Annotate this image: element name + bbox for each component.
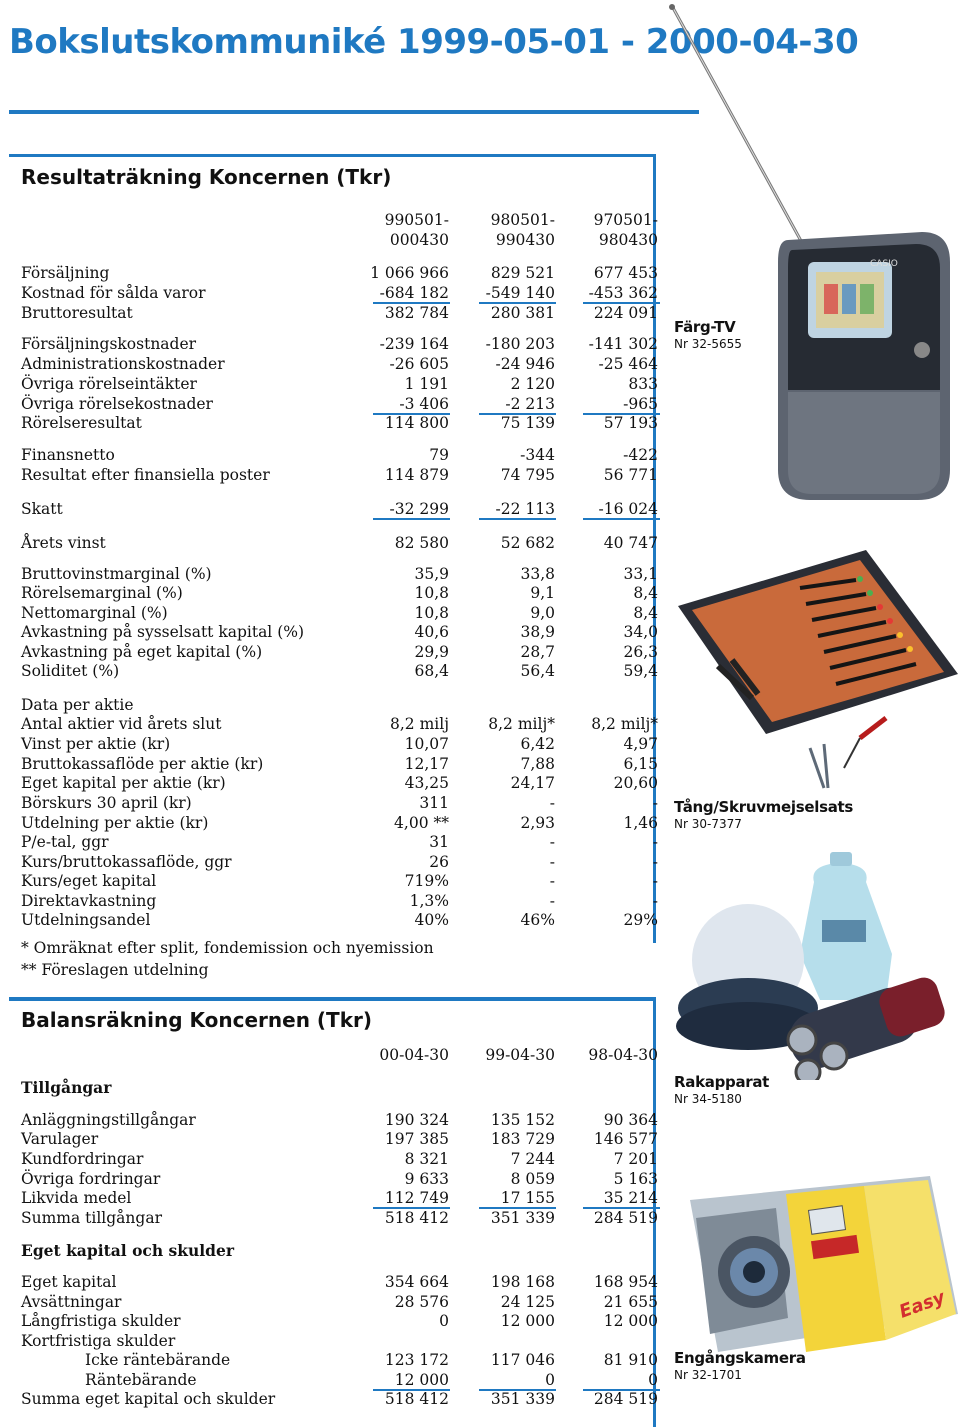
row-label: Långfristiga skulder [21,1312,181,1330]
row-value: -26 605 [389,355,449,373]
row-value: 9,1 [530,584,555,602]
row-value: 10,07 [404,735,449,753]
row-label: Kurs/eget kapital [21,872,157,890]
row-value: -141 302 [588,335,658,353]
table-row [21,1331,651,1351]
row-label: Skatt [21,500,63,518]
row-value: 183 729 [490,1130,555,1148]
row-value: - [652,892,658,910]
row-value: 56 771 [603,466,658,484]
row-label: Eget kapital per aktie (kr) [21,774,226,792]
row-label: Nettomarginal (%) [21,604,168,622]
balance-col-headers [21,1045,658,1065]
income-col-headers [21,210,658,250]
product-number: Nr 32-1701 [674,1368,742,1382]
row-value: 79 [429,446,449,464]
row-value: 90 364 [603,1111,658,1129]
row-label: Rörelsemarginal (%) [21,584,183,602]
footnote-split: * Omräknat efter split, fondemission och nyemission [21,939,434,957]
row-value: 677 453 [593,264,658,282]
disposable-camera-photo [660,1168,960,1353]
table-row [21,1272,658,1292]
row-value: 81 910 [603,1351,658,1369]
row-value: 56,4 [520,662,555,680]
row-value: 8,4 [633,604,658,622]
row-value: 8,4 [633,584,658,602]
row-value: 518 412 [384,1390,449,1408]
row-value: -684 182 [379,284,449,302]
row-value: 168 954 [593,1273,658,1291]
row-value: 719% [404,872,449,890]
row-value: - [549,892,555,910]
row-value: 52 682 [500,534,555,552]
color-tv-photo [660,0,960,520]
row-value: - [549,794,555,812]
table-row [21,413,658,433]
table-row [21,832,658,852]
row-label: Icke räntebärande [85,1351,231,1369]
row-label: Utdelning per aktie (kr) [21,814,209,832]
row-value: 31 [429,833,449,851]
row-value: 10,8 [414,604,449,622]
footnote-dividend: ** Föreslagen utdelning [21,961,209,979]
row-value: 135 152 [490,1111,555,1129]
row-value: 224 091 [593,304,658,322]
row-value: 829 521 [490,264,555,282]
row-value: - [549,853,555,871]
table-row [21,303,658,323]
table-row [21,1110,658,1130]
row-label: Likvida medel [21,1189,132,1207]
row-value: 8,2 milj* [488,715,555,733]
table-row [21,603,658,623]
table-row [21,564,658,584]
row-label: Varulager [21,1130,99,1148]
row-value: - [549,833,555,851]
row-value: -239 164 [379,335,449,353]
row-value: 7 244 [510,1150,555,1168]
plier-screwdriver-set-photo [660,548,960,793]
row-value: 40,6 [414,623,449,641]
income-heading: Resultaträkning Koncernen (Tkr) [21,165,392,189]
row-value: -24 946 [495,355,555,373]
table-row [21,622,658,642]
row-label: Summa tillgångar [21,1209,162,1227]
row-label: Avsättningar [21,1293,122,1311]
col-header-2: 99-04-30 [485,1046,555,1064]
sum-underline [583,518,660,520]
svg-text:Easy: Easy [896,1286,948,1323]
table-row [21,891,658,911]
row-label: Försäljningskostnader [21,335,197,353]
row-value: 38,9 [520,623,555,641]
row-value: 2,93 [520,814,555,832]
row-label: Börskurs 30 april (kr) [21,794,192,812]
product-number: Nr 34-5180 [674,1092,742,1106]
row-label: Soliditet (%) [21,662,120,680]
row-value: -22 113 [495,500,555,518]
row-label: Kortfristiga skulder [21,1332,176,1350]
row-value: -3 406 [399,395,449,413]
row-value: 190 324 [384,1111,449,1129]
row-value: 518 412 [384,1209,449,1227]
row-value: 284 519 [593,1390,658,1408]
row-value: 33,8 [520,565,555,583]
table-row [21,754,658,774]
row-value: - [549,872,555,890]
row-value: 17 155 [500,1189,555,1207]
table-row [21,1188,658,1208]
row-label: Avkastning på sysselsatt kapital (%) [21,623,305,641]
col-header-2: 980501- 990430 [490,211,555,249]
row-value: 0 [545,1371,555,1389]
row-value: 29% [623,911,658,929]
table-row [21,583,658,603]
row-value: 0 [439,1312,449,1330]
table-row [21,445,658,465]
product-name: Rakapparat [674,1073,770,1091]
product-number: Nr 32-5655 [674,337,742,351]
caption-tv [674,318,742,351]
row-value: 198 168 [490,1273,555,1291]
table-row [21,354,658,374]
row-value: 21 655 [603,1293,658,1311]
table-row [21,910,658,930]
row-value: 10,8 [414,584,449,602]
row-value: - [652,794,658,812]
row-value: 20,60 [613,774,658,792]
row-value: 1 066 966 [370,264,449,282]
row-value: 0 [648,1371,658,1389]
row-value: 146 577 [593,1130,658,1148]
table-row [21,374,658,394]
row-value: 5 163 [613,1170,658,1188]
table-row [21,283,658,303]
sum-underline [373,518,450,520]
row-value: 8 321 [404,1150,449,1168]
row-value: -32 299 [389,500,449,518]
row-label: Årets vinst [21,534,106,552]
svg-text:CASIO: CASIO [870,259,898,269]
row-label: Resultat efter finansiella poster [21,466,270,484]
table-row [21,871,658,891]
row-label: Kostnad för sålda varor [21,284,206,302]
table-row [21,263,658,283]
row-value: 59,4 [623,662,658,680]
row-value: 26,3 [623,643,658,661]
row-label: Eget kapital [21,1273,117,1291]
table-row [21,1149,658,1169]
row-value: - [652,853,658,871]
row-label: Antal aktier vid årets slut [21,715,222,733]
col-header-3: 98-04-30 [588,1046,658,1064]
table-row [21,852,658,872]
row-value: 7,88 [520,755,555,773]
row-label: Finansnetto [21,446,115,464]
table-row [21,773,658,793]
row-value: 311 [419,794,449,812]
row-value: -965 [623,395,658,413]
col-header-3: 970501- 980430 [593,211,658,249]
row-label: Eget kapital och skulder [21,1241,234,1260]
row-value: 28 576 [394,1293,449,1311]
row-value: 26 [429,853,449,871]
row-label: Tillgångar [21,1078,112,1097]
row-value: 43,25 [404,774,449,792]
row-value: 354 664 [384,1273,449,1291]
row-value: 8,2 milj [390,715,449,733]
row-value: 12 000 [394,1371,449,1389]
row-value: 34,0 [623,623,658,641]
table-row [21,1078,651,1098]
row-value: -16 024 [598,500,658,518]
row-value: -422 [623,446,658,464]
row-label: Räntebärande [85,1371,197,1389]
table-row [21,734,658,754]
table-row [21,334,658,354]
table-row [21,1208,658,1228]
sum-underline [479,518,556,520]
balance-heading: Balansräkning Koncernen (Tkr) [21,1008,373,1032]
row-value: 351 339 [490,1209,555,1227]
row-value: 117 046 [490,1351,555,1369]
row-label: Utdelningsandel [21,911,151,929]
table-row [21,499,658,519]
row-label: Avkastning på eget kapital (%) [21,643,263,661]
table-row [21,793,658,813]
page-title: Bokslutskommuniké 1999-05-01 - 2000-04-30 [9,22,859,62]
table-row [21,394,658,414]
col-header-1: 00-04-30 [379,1046,449,1064]
row-value: 833 [628,375,658,393]
row-value: 112 749 [384,1189,449,1207]
row-value: -2 213 [505,395,555,413]
row-label: Direktavkastning [21,892,157,910]
product-name: Färg-TV [674,318,736,336]
row-value: 12,17 [404,755,449,773]
table-row [21,1350,658,1370]
row-value: 75 139 [500,414,555,432]
table-row [21,1169,658,1189]
row-value: 6,42 [520,735,555,753]
row-value: 24 125 [500,1293,555,1311]
row-label: Anläggningstillgångar [21,1111,196,1129]
row-value: 9,0 [530,604,555,622]
row-value: 28,7 [520,643,555,661]
row-value: -25 464 [598,355,658,373]
row-value: 40% [414,911,449,929]
shaver-photo [660,850,960,1080]
row-value: 9 633 [404,1170,449,1188]
row-value: -549 140 [485,284,555,302]
row-value: 351 339 [490,1390,555,1408]
row-value: 40 747 [603,534,658,552]
product-name: Engångskamera [674,1349,806,1367]
row-label: Kundfordringar [21,1150,144,1168]
table-row [21,1241,651,1261]
row-value: 4,00 ** [394,814,449,832]
row-value: -344 [520,446,555,464]
caption-toolkit [674,798,853,831]
row-value: 1 191 [404,375,449,393]
row-value: 1,3% [409,892,449,910]
row-value: 1,46 [623,814,658,832]
title-rule [9,110,699,114]
row-label: Bruttoresultat [21,304,133,322]
row-value: 74 795 [500,466,555,484]
row-label: P/e-tal, ggr [21,833,109,851]
row-value: 114 800 [384,414,449,432]
row-label: Övriga rörelseintäkter [21,375,197,393]
row-label: Bruttovinstmarginal (%) [21,565,212,583]
table-row [21,1129,658,1149]
table-row [21,1370,658,1390]
product-name: Tång/Skruvmejselsats [674,798,854,816]
table-row [21,1292,658,1312]
row-value: 35 214 [603,1189,658,1207]
col-header-1: 990501- 000430 [384,211,449,249]
row-value: 46% [520,911,555,929]
row-value: 382 784 [384,304,449,322]
row-value: 57 193 [603,414,658,432]
table-row [21,1389,658,1409]
row-value: 8,2 milj* [591,715,658,733]
row-value: 284 519 [593,1209,658,1227]
row-value: 197 385 [384,1130,449,1148]
row-value: 82 580 [394,534,449,552]
table-row [21,813,658,833]
row-label: Vinst per aktie (kr) [21,735,171,753]
row-value: 2 120 [510,375,555,393]
table-row [21,465,658,485]
product-number: Nr 30-7377 [674,817,742,831]
row-label: Bruttokassaflöde per aktie (kr) [21,755,264,773]
row-value: 33,1 [623,565,658,583]
table-row [21,533,658,553]
row-value: -180 203 [485,335,555,353]
row-value: - [652,833,658,851]
row-value: 8 059 [510,1170,555,1188]
table-row [21,1311,658,1331]
row-label: Övriga fordringar [21,1170,161,1188]
row-value: - [652,872,658,890]
row-value: 29,9 [414,643,449,661]
row-value: 12 000 [603,1312,658,1330]
table-row [21,642,658,662]
row-value: 280 381 [490,304,555,322]
row-value: 12 000 [500,1312,555,1330]
row-value: 123 172 [384,1351,449,1369]
row-label: Övriga rörelsekostnader [21,395,213,413]
caption-shaver [674,1073,769,1106]
row-label: Försäljning [21,264,110,282]
table-row [21,695,651,715]
row-value: 7 201 [613,1150,658,1168]
table-row [21,661,658,681]
row-label: Administrationskostnader [21,355,225,373]
row-label: Kurs/bruttokassaflöde, ggr [21,853,232,871]
row-value: 35,9 [414,565,449,583]
row-label: Summa eget kapital och skulder [21,1390,276,1408]
row-value: -453 362 [588,284,658,302]
row-value: 68,4 [414,662,449,680]
row-value: 6,15 [623,755,658,773]
table-row [21,714,658,734]
caption-camera [674,1349,806,1382]
row-value: 114 879 [384,466,449,484]
row-value: 24,17 [510,774,555,792]
row-label: Data per aktie [21,696,134,714]
row-value: 4,97 [623,735,658,753]
row-label: Rörelseresultat [21,414,142,432]
